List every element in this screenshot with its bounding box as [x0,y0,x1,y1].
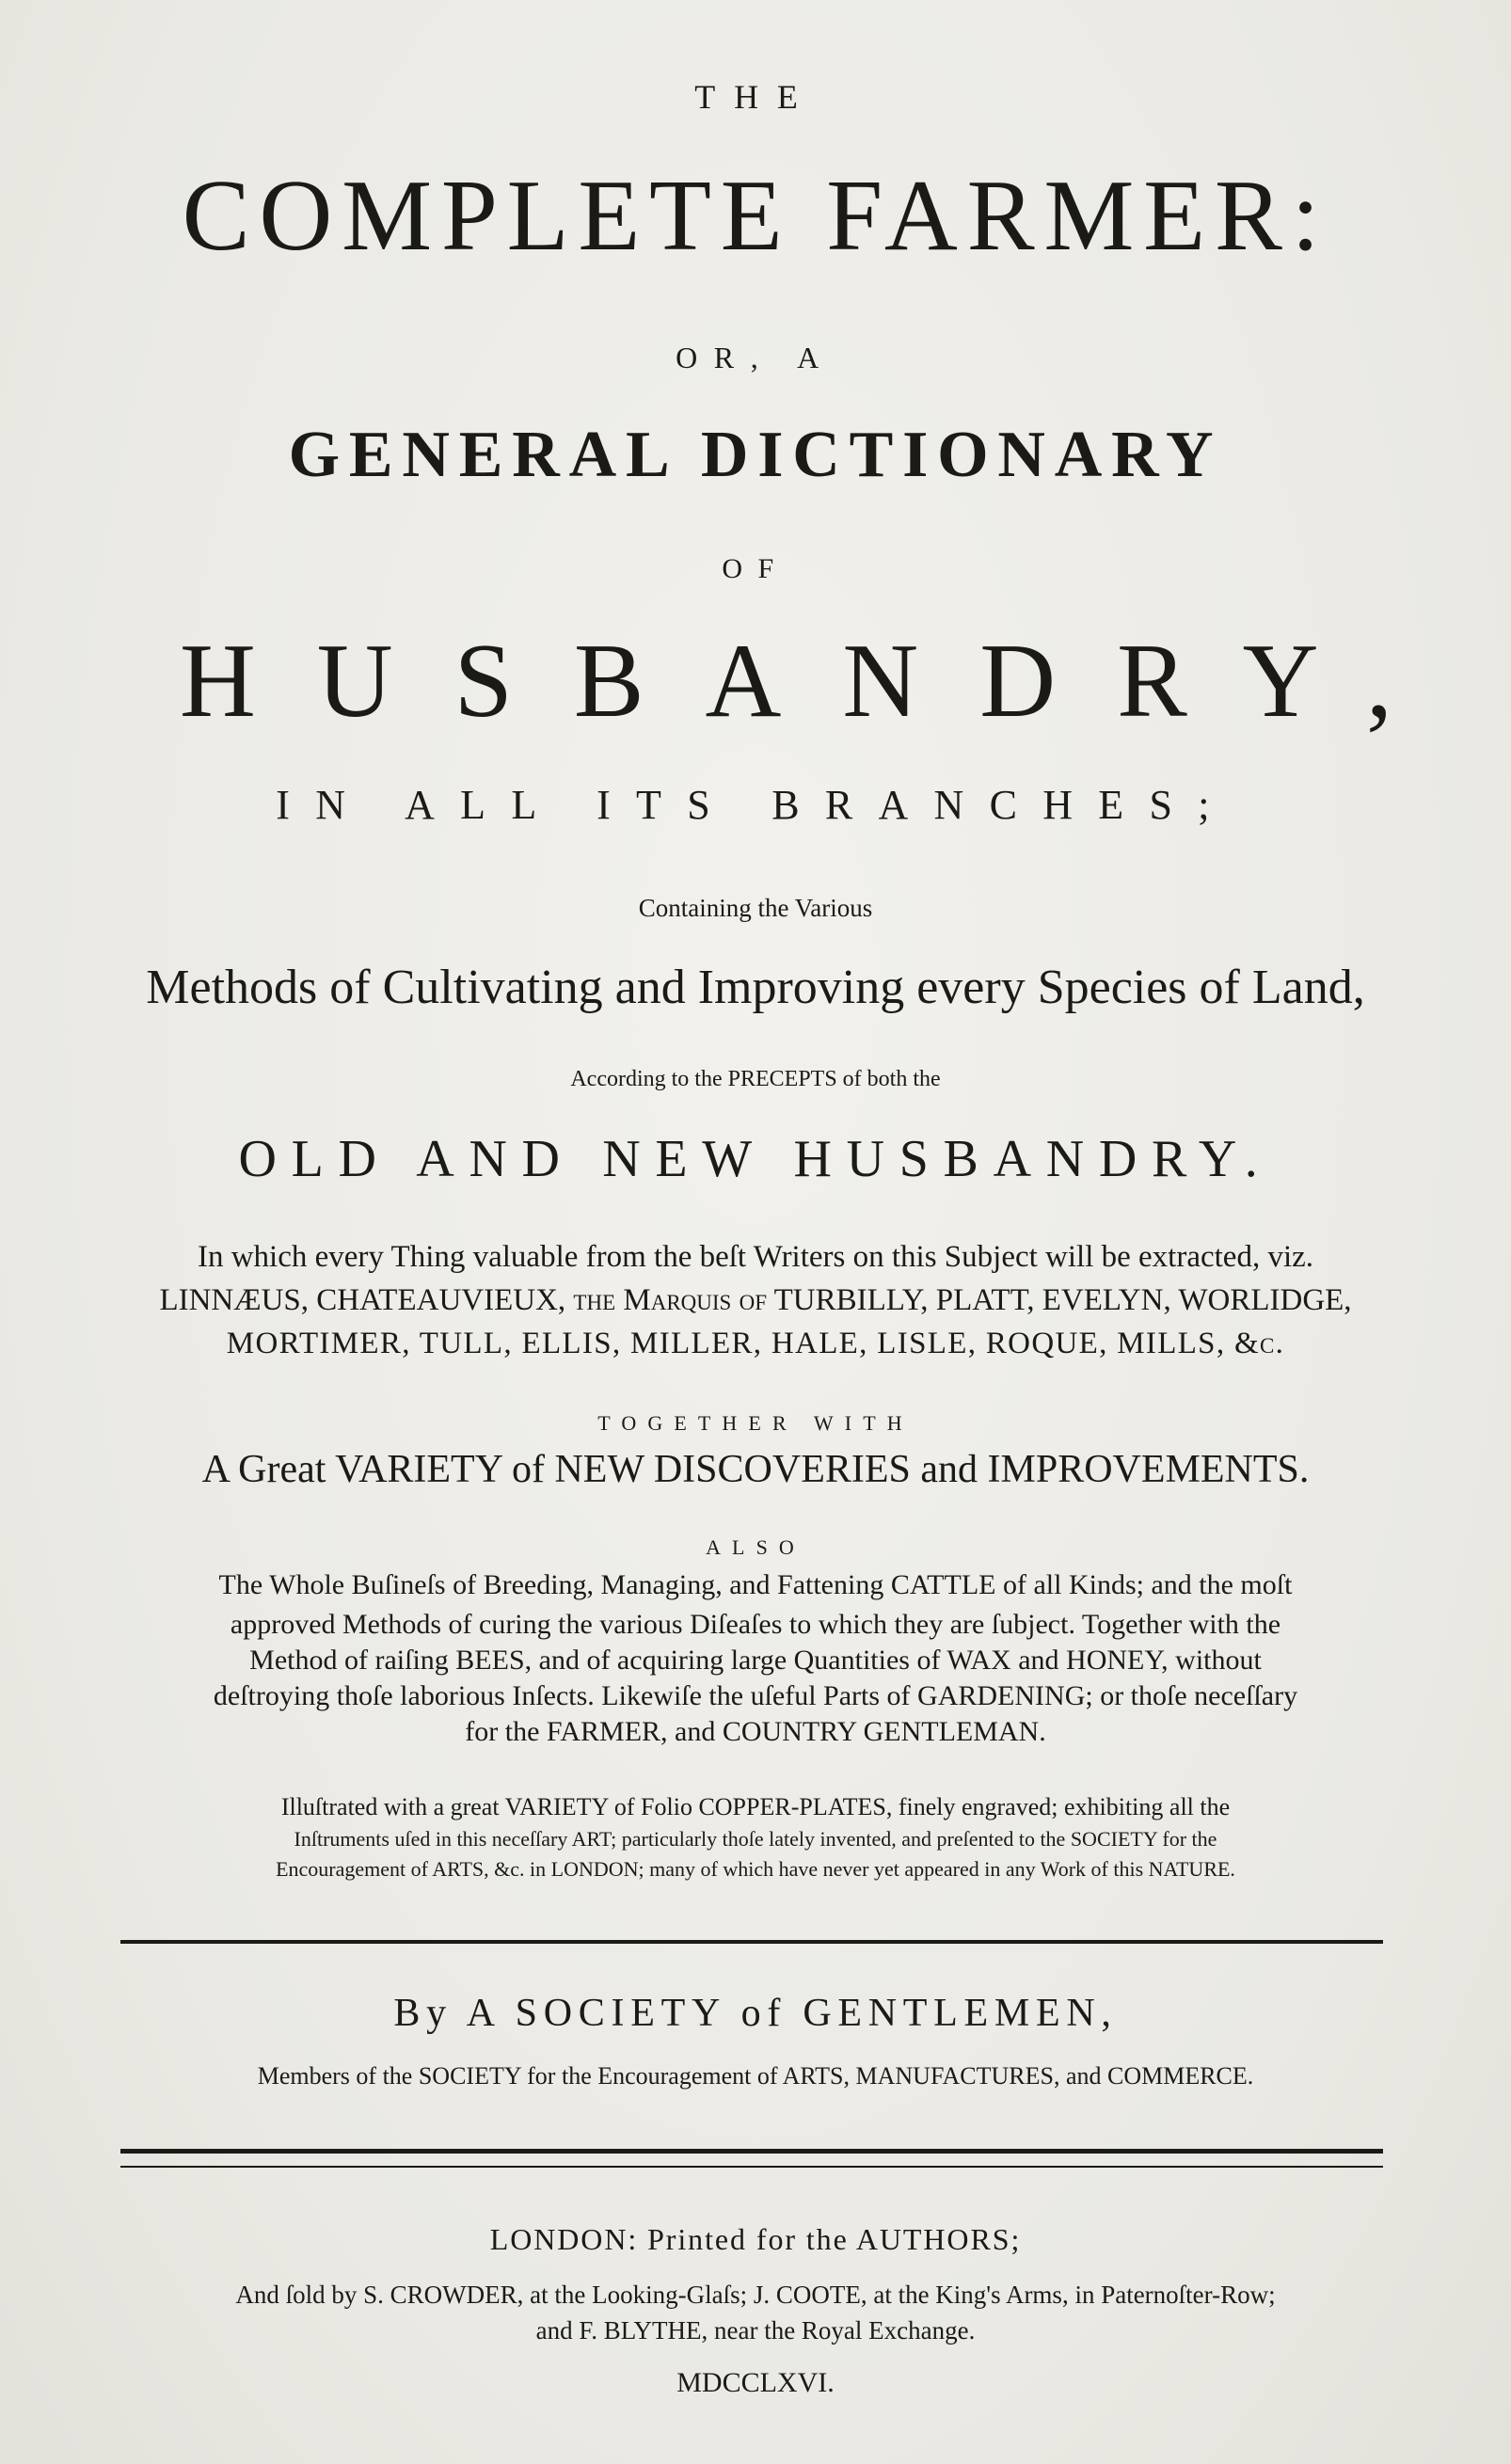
or-a-line: OR, A [676,341,835,374]
of-line: OF [722,553,789,584]
divider-rule-3 [120,2166,1383,2168]
sold-by-line-2: and F. BLYTHE, near the Royal Exchange. [535,2316,976,2345]
also-line: ALSO [706,1535,805,1559]
main-title: COMPLETE FARMER: [182,160,1329,272]
the-heading: THE [694,78,817,116]
in-which-line-3: MORTIMER, TULL, ELLIS, MILLER, HALE, LISLE, ROQUE, MILLS, &c. [226,1327,1285,1360]
branches-heading: IN ALL ITS BRANCHES; [276,782,1235,828]
methods-line: Methods of Cultivating and Improving every Species of Land, [146,961,1365,1014]
divider-rule-1 [120,1940,1383,1944]
according-line: According to the PRECEPTS of both the [570,1067,941,1091]
husbandry-heading: HUSBANDRY, [179,623,1454,739]
london-printed-line: LONDON: Printed for the AUTHORS; [489,2222,1022,2256]
date-line: MDCCLXVI. [676,2367,835,2398]
by-society-line: By A SOCIETY of GENTLEMEN, [393,1992,1118,2035]
whole-business-line-4: deſtroying thoſe laborious Inſects. Likewiſe the uſeful Parts of GARDENING; or thoſe neceſſary [213,1680,1298,1711]
whole-business-line-2: approved Methods of curing the various Diſeaſes to which they are ſubject. Together with the [230,1609,1281,1640]
divider-rule-2 [120,2149,1383,2154]
illustrated-line-2: Inſtruments uſed in this neceſſary ART; particularly thoſe lately invented, and preſented to the SOCIETY for the [294,1827,1217,1851]
old-new-heading: OLD AND NEW HUSBANDRY. [238,1130,1273,1188]
whole-business-line-5: for the FARMER, and COUNTRY GENTLEMAN. [465,1716,1046,1747]
together-with-line: TOGETHER WITH [597,1411,914,1435]
general-dictionary-heading: GENERAL DICTIONARY [288,419,1223,491]
containing-line: Containing the Various [638,894,873,922]
whole-business-line-1: The Whole Buſineſs of Breeding, Managing, and Fattening CATTLE of all Kinds; and the moſt [218,1569,1293,1600]
sold-by-line-1: And ſold by S. CROWDER, at the Looking-Glaſs; J. COOTE, at the King's Arms, in Paternoſter-Row; [235,2281,1276,2309]
members-line: Members of the SOCIETY for the Encouragement of ARTS, MANUFACTURES, and COMMERCE. [257,2062,1254,2090]
whole-business-line-3: Method of raiſing BEES, and of acquiring large Quantities of WAX and HONEY, without [249,1645,1262,1676]
illustrated-line-3: Encouragement of ARTS, &c. in LONDON; many of which have never yet appeared in any Work of this NATURE. [276,1857,1235,1881]
illustrated-line-1: Illuſtrated with a great VARIETY of Folio COPPER-PLATES, finely engraved; exhibiting all the [280,1793,1231,1820]
in-which-line-1: In which every Thing valuable from the beſt Writers on this Subject will be extracted, viz. [197,1240,1314,1274]
great-variety-line: A Great VARIETY of NEW DISCOVERIES and IMPROVEMENTS. [201,1448,1310,1491]
in-which-line-2: LINNÆUS, CHATEAUVIEUX, the Marquis of TURBILLY, PLATT, EVELYN, WORLIDGE, [159,1283,1352,1317]
